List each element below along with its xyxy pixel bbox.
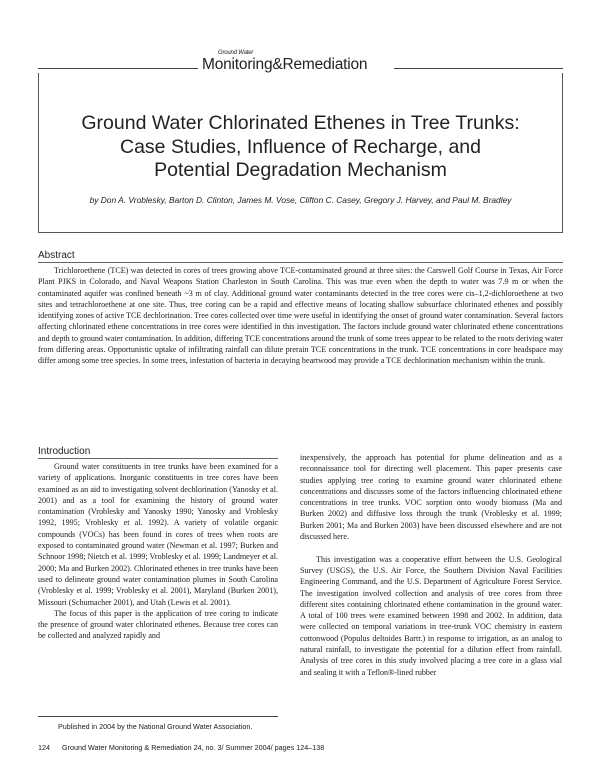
logo-rule-right xyxy=(394,68,563,69)
abstract-text: Trichloroethene (TCE) was detected in cores of trees growing above TCE-contaminated ground at three sites: the Carswell Golf Course in Texas, Air Force Plant PJKS in Colorado, and Naval Weapons Station Charleston in South Carolina. This was true even when the depth to water was 7.9 m or when the contaminated aquifer was confined beneath ~3 m of clay. Additional ground water contaminants detected in the tree cores were cis–1,2-dichloroethene at two sites and tetrachloroethene at one site. Thus, tree coring can be a rapid and effective means of locating shallow subsurface chlorinated ethenes and possibly identifying zones of active TCE dechlorination. Tree cores collected over time were useful in identifying the onset of ground water contamination. Several factors affecting chlorinated ethene concentrations in tree cores were identified in this investigation. The factors include ground water chlorinated ethene concentrations and depth to ground water contamination. In addition, differing TCE concentrations around the trunk of some trees appear to be related to the roots deriving water from differing areas. Opportunistic uptake of infiltrating rainfall can dilute prerain TCE concentrations in the trunk. TCE concentrations in core headspace may differ among some tree species. In some trees, infestation of bacteria in decaying heartwood may provide a TCE dechlorination mechanism within the trunk. xyxy=(38,266,563,366)
journal-logo-small: Ground Water xyxy=(218,50,254,56)
intro-paragraph-1: Ground water constituents in tree trunks have been examined for a variety of applications. Inorganic constituents in tree cores have been examined as an aid to investigating solvent dechlorination (Yanosky et al. 2001) and as a tool for examining the history of ground water contamination (Vroblesky and Yanosky 1990; Yanosky and Vroblesky 1992, 1995; Vroblesky et al. 1992). A variety of volatile organic compounds (VOCs) has been found in cores of trees when roots are exposed to contaminated ground water (Newman et al. 1997; Burken and Schnoor 1998; Nietch et al. 1999; Vroblesky et al. 1999; Landmeyer et al. 2000; Ma and Burken 2002). Chlorinated ethenes in tree trunks have been used to delineate ground water contamination plumes in South Carolina (Vroblesky et al. 1999; Vroblesky et al. 2001), Maryland (Burken 2001), Missouri (Schumacher 2001), and Utah (Lewis et al. 2001). xyxy=(38,462,278,607)
page-footer xyxy=(38,743,324,752)
article-title xyxy=(48,112,553,183)
right-column xyxy=(300,452,562,678)
intro-paragraph-2: The focus of this paper is the application of tree coring to indicate the presence of ground water chlorinated ethenes. Because tree cores can be collected and analyzed rapidly and xyxy=(38,608,278,641)
introduction-rule xyxy=(38,458,278,459)
journal-logo xyxy=(202,50,368,74)
intro-paragraph-4: This investigation was a cooperative effort between the U.S. Geological Survey (USGS), the U.S. Air Force, the Southern Division Naval Facilities Engineering Command, and the U.S. Department of Agriculture Forest Service. The investigation involved collection and analysis of tree cores from three different sites containing chlorinated ethene contamination in the ground water. A total of 100 trees were examined between 1998 and 2002. In addition, data were collected on temporal variations in tree-trunk VOC chemistry in eastern cottonwood (Populus deltoides Bartr.) in response to irrigation, as an analog to natural rainfall, to investigate the potential for a dilution effect from rainfall. Analysis of tree cores in this study involved placing a tree core in a glass vial and sealing it with a Teflon®-lined rubber xyxy=(300,554,562,677)
footnote-rule xyxy=(38,716,278,717)
abstract-heading: Abstract xyxy=(38,250,75,261)
journal-citation: Ground Water Monitoring & Remediation 24, no. 3/ Summer 2004/ pages 124–138 xyxy=(62,743,325,752)
title-line-1: Ground Water Chlorinated Ethenes in Tree Trunks: xyxy=(81,112,520,134)
logo-rule-left xyxy=(38,68,198,69)
title-line-3: Potential Degradation Mechanism xyxy=(154,159,447,181)
abstract-rule xyxy=(38,262,563,263)
journal-logo-main: Monitoring&Remediation xyxy=(202,56,368,73)
left-column xyxy=(38,461,278,642)
introduction-heading: Introduction xyxy=(38,446,91,457)
footnote: Published in 2004 by the National Ground Water Association. xyxy=(58,722,253,731)
page-number: 124 xyxy=(38,743,50,752)
intro-paragraph-3: inexpensively, the approach has potential for plume delineation and as a reconnaissance tool for directing well placement. This paper presents case studies applying tree coring to examine ground water chlorinated ethene concentrations and discusses some of the factors influencing chlorinated ethene concentrations in tree trunks. VOC sorption onto woody biomass (Ma and Burken 2002) and diffusive loss through the trunk (Vroblesky et al. 1999; Burken 2001; Ma and Burken 2003) have been discussed elsewhere and are not discussed here. xyxy=(300,453,562,542)
title-line-2: Case Studies, Influence of Recharge, and xyxy=(120,135,481,158)
author-list: by Don A. Vroblesky, Barton D. Clinton, James M. Vose, Clifton C. Casey, Gregory J. Harvey, and Paul M. Bradley xyxy=(89,195,512,205)
